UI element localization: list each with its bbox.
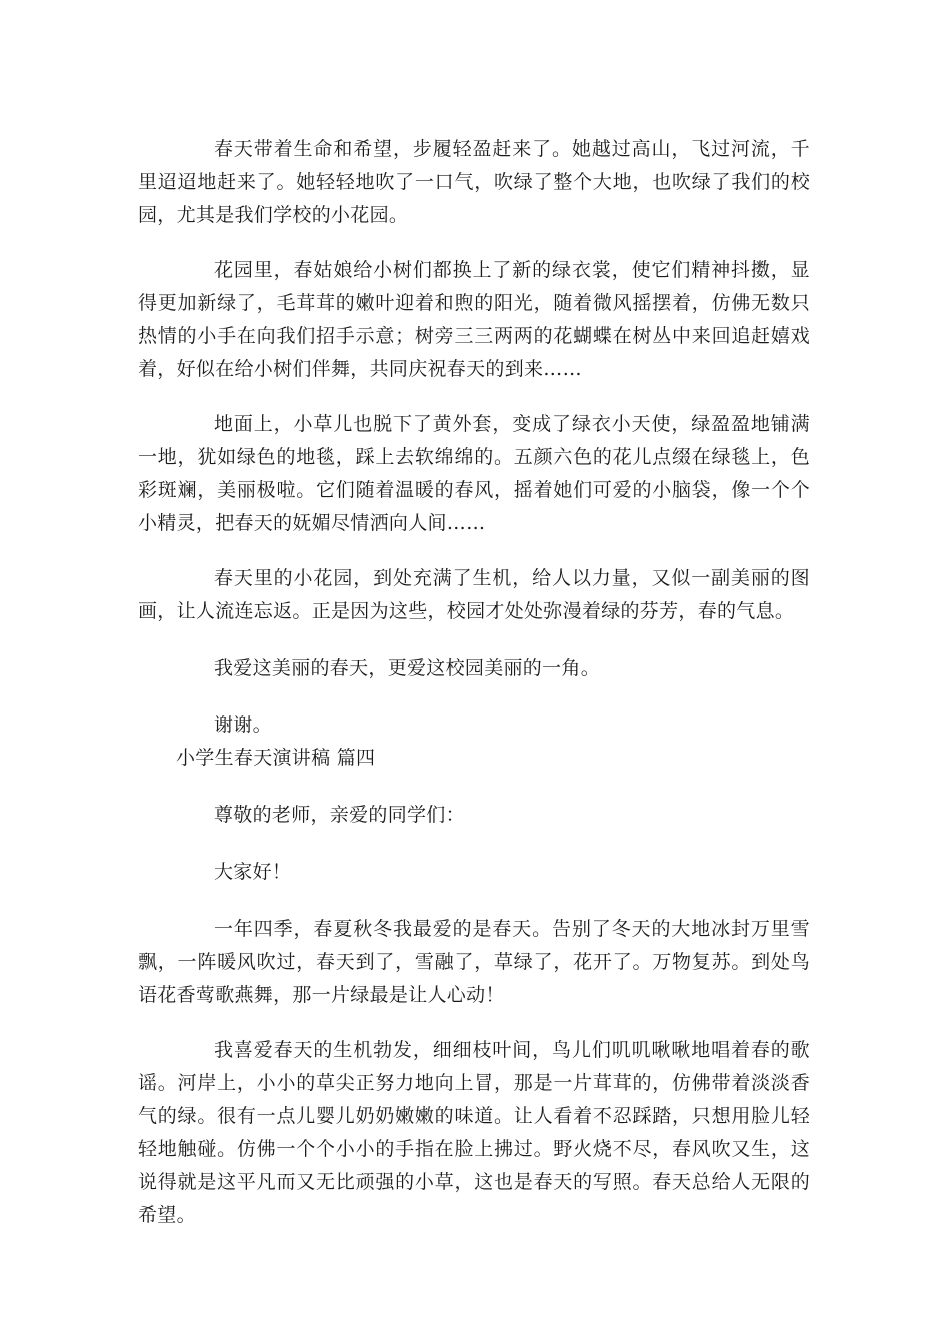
paragraph-garden: 花园里，春姑娘给小树们都换上了新的绿衣裳，使它们精神抖擞，显得更加新绿了，毛茸茸的嫩叶迎着和煦的阳光，随着微风摇摆着，仿佛无数只热情的小手在向我们招手示意；树旁三三两两的花蝴蝶在树丛中来回追赶嬉戏着，好似在给小树们伴舞，共同庆祝春天的到来…… (138, 259, 810, 380)
hello: 大家好！ (214, 861, 292, 883)
paragraph-love-spring: 我爱这美丽的春天，更爱这校园美丽的一角。 (214, 657, 601, 679)
document-page (138, 133, 810, 1232)
section-heading: 小学生春天演讲稿 篇四 (176, 747, 376, 769)
greeting: 尊敬的老师，亲爱的同学们： (214, 804, 465, 826)
paragraph-vitality: 我喜爱春天的生机勃发，细细枝叶间，鸟儿们叽叽啾啾地唱着春的歌谣。河岸上，小小的草尖正努力地向上冒，那是一片茸茸的，仿佛带着淡淡香气的绿。很有一点儿婴儿奶奶嫩嫩的味道。让人看着不忍踩踏，只想用脸儿轻轻地触碰。仿佛一个个小小的手指在脸上拂过。野火烧不尽，春风吹又生，这说得就是这平凡而又无比顽强的小草，这也是春天的写照。春天总给人无限的希望。 (138, 1039, 810, 1226)
paragraph-ground: 地面上，小草儿也脱下了黄外套，变成了绿衣小天使，绿盈盈地铺满一地，犹如绿色的地毯，踩上去软绵绵的。五颜六色的花儿点缀在绿毯上，色彩斑斓，美丽极啦。它们随着温暖的春风，摇着她们可爱的小脑袋，像一个个小精灵，把春天的妩媚尽情洒向人间…… (138, 413, 810, 534)
paragraph-four-seasons: 一年四季，春夏秋冬我最爱的是春天。告别了冬天的大地冰封万里雪飘，一阵暖风吹过，春天到了，雪融了，草绿了，花开了。万物复苏。到处鸟语花香莺歌燕舞，那一片绿最是让人心动！ (138, 918, 810, 1006)
paragraph-thanks: 谢谢。 (214, 714, 272, 736)
paragraph-little-garden: 春天里的小花园，到处充满了生机，给人以力量，又似一副美丽的图画，让人流连忘返。正是因为这些，校园才处处弥漫着绿的芬芳，春的气息。 (138, 567, 810, 622)
paragraph-spring-arrives: 春天带着生命和希望，步履轻盈赶来了。她越过高山，飞过河流，千里迢迢地赶来了。她轻轻地吹了一口气，吹绿了整个大地，也吹绿了我们的校园，尤其是我们学校的小花园。 (138, 138, 810, 226)
